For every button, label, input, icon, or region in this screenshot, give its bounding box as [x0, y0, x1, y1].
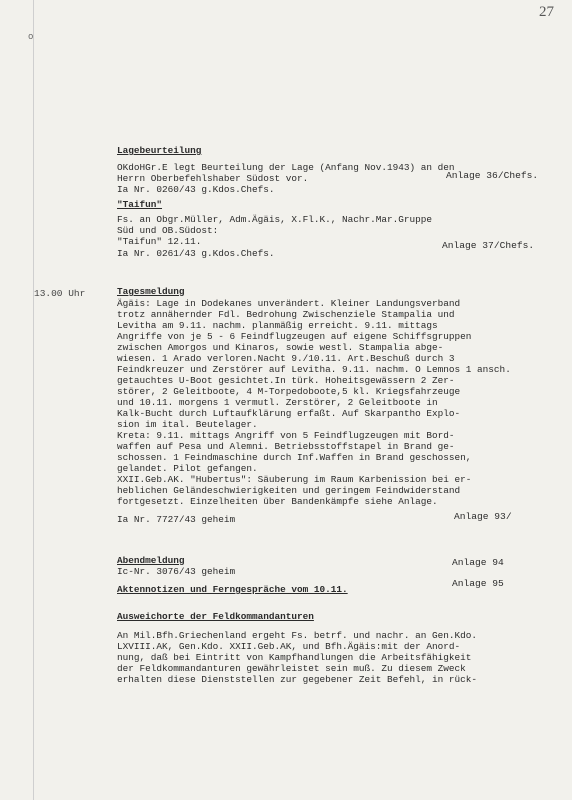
section-heading-tagesmeldung: Tagesmeldung	[117, 286, 185, 297]
text-line: Ia Nr. 0261/43 g.Kdos.Chefs.	[117, 248, 275, 259]
text-line: schossen. 1 Feindmaschine durch Inf.Waffen in Brand geschossen,	[117, 452, 472, 463]
text-line: trotz annähernder Fdl. Bedrohung Zwischenziele Stampalia und	[117, 309, 455, 320]
text-line: Ia Nr. 0260/43 g.Kdos.Chefs.	[117, 184, 275, 195]
section-heading-ausweichorte: Ausweichorte der Feldkommandanturen	[117, 611, 314, 622]
section-heading-lagebeurteilung: Lagebeurteilung	[117, 145, 202, 156]
text-line: OKdoHGr.E legt Beurteilung der Lage (Anfang Nov.1943) an den	[117, 162, 455, 173]
text-line: zwischen Amorgos und Kinaros, sowie westl. Stampalia abge-	[117, 342, 444, 353]
text-line: fortgesetzt. Einzelheiten über Bandenkämpfe siehe Anlage.	[117, 496, 438, 507]
text-line: "Taifun" 12.11.	[117, 236, 202, 247]
text-line: der Feldkommandanturen gewährleistet sein muß. Zu diesem Zweck	[117, 663, 466, 674]
section-heading-abendmeldung: Abendmeldung	[117, 555, 185, 566]
annex-reference: Anlage 93/	[454, 511, 512, 522]
text-line: Fs. an Obgr.Müller, Adm.Ägäis, X.Fl.K., Nachr.Mar.Gruppe	[117, 214, 433, 225]
text-line: Ägäis: Lage in Dodekanes unverändert. Kleiner Landungsverband	[117, 298, 461, 309]
annex-reference: Anlage 36/Chefs.	[446, 170, 539, 181]
section-heading-taifun: "Taifun"	[117, 199, 163, 210]
annex-reference: Anlage 95	[452, 578, 504, 589]
punch-hole-mark: o	[28, 32, 34, 42]
margin-line	[33, 0, 34, 800]
text-line: Feindkreuzer und Zerstörer auf Levitha. 9.11. nachm. O Lemnos 1 ansch.	[117, 364, 511, 375]
text-line: An Mil.Bfh.Griechenland ergeht Fs. betrf. und nachr. an Gen.Kdo.	[117, 630, 478, 641]
annex-reference: Anlage 37/Chefs.	[442, 240, 535, 251]
text-line: Süd und OB.Südost:	[117, 225, 219, 236]
text-line: sion im ital. Beutelager.	[117, 419, 258, 430]
text-line: waffen auf Pesa und Alemni. Betriebsstoffstapel in Brand ge-	[117, 441, 455, 452]
text-line: Ic-Nr. 3076/43 geheim	[117, 566, 236, 577]
text-line: Herrn Oberbefehlshaber Südost vor.	[117, 173, 309, 184]
text-line: erhalten diese Dienststellen zur gegebener Zeit Befehl, in rück-	[117, 674, 478, 685]
text-line: getauchtes U-Boot gesichtet.In türk. Hoheitsgewässern 2 Zer-	[117, 375, 455, 386]
text-line: XXII.Geb.AK. "Hubertus": Säuberung im Raum Karbenission bei er-	[117, 474, 472, 485]
text-line: gelandet. Pilot gefangen.	[117, 463, 258, 474]
text-line: LXVIII.AK, Gen.Kdo. XXII.Geb.AK, und Bfh.Ägäis:mit der Anord-	[117, 641, 461, 652]
text-line: störer, 2 Geleitboote, 4 M-Torpedoboote,5 kl. Kriegsfahrzeuge	[117, 386, 461, 397]
text-line: nung, daß bei Eintritt von Kampfhandlungen die Arbeitsfähigkeit	[117, 652, 472, 663]
text-line: Kreta: 9.11. mittags Angriff von 5 Feindflugzeugen mit Bord-	[117, 430, 455, 441]
text-line: Angriffe von je 5 - 6 Feindflugzeugen auf eigene Schiffsgruppen	[117, 331, 472, 342]
annex-reference: Anlage 94	[452, 557, 504, 568]
text-line: wiesen. 1 Arado verloren.Nacht 9./10.11. Art.Beschuß durch 3	[117, 353, 455, 364]
text-line: und 10.11. morgens 1 vermutl. Zerstörer, 2 Geleitboote in	[117, 397, 438, 408]
text-line: Levitha am 9.11. nachm. planmäßig erreicht. 9.11. mittags	[117, 320, 438, 331]
text-line: Kalk-Bucht durch Luftaufklärung erfaßt. Auf Skarpantho Explo-	[117, 408, 461, 419]
page-number: 27	[539, 4, 554, 20]
text-line: heblichen Geländeschwierigkeiten und geringem Feindwiderstand	[117, 485, 461, 496]
reference-number: Ia Nr. 7727/43 geheim	[117, 514, 236, 525]
section-heading-aktennotizen: Aktennotizen und Ferngespräche vom 10.11.	[117, 584, 348, 595]
time-mark: 13.00 Uhr	[34, 288, 86, 299]
